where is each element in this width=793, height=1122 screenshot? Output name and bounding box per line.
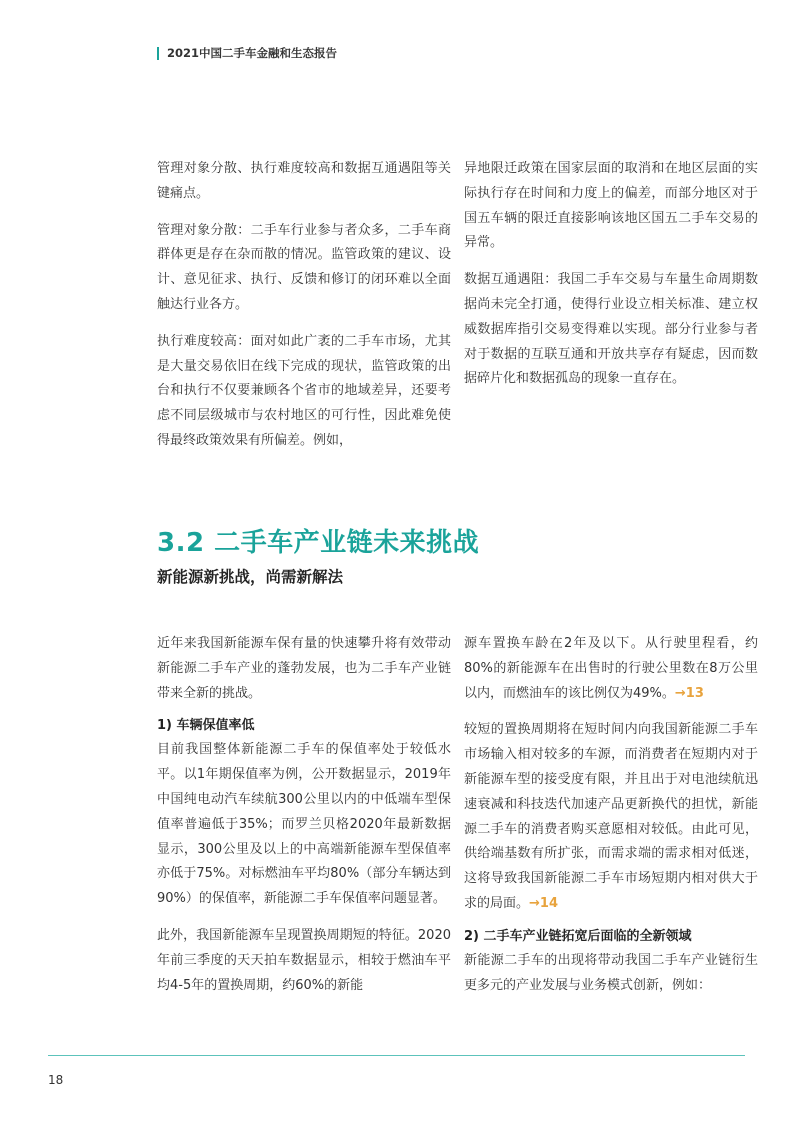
reference-link-14[interactable]: →14 [529,895,558,911]
section-title: 3.2 二手车产业链未来挑战 [157,528,480,558]
paragraph: 管理对象分散、执行难度较高和数据互通遇阻等关键痛点。 [157,161,451,201]
paragraph: 数据互通遇阻：我国二手车交易与车量生命周期数据尚未完全打通，使得行业设立相关标准、建立权威数据库指引交易变得难以实现。部分行业参与者对于数据的互联互通和开放共享存有疑虑，因而数据碎片化和数据孤岛的现象一直存在。 [464,272,758,387]
header-accent-bar [157,47,159,60]
report-header [157,44,337,62]
paragraph: 新能源二手车的出现将带动我国二手车产业链衍生更多元的产业发展与业务模式创新，例如： [464,952,758,993]
intro-paragraph: 近年来我国新能源车保有量的快速攀升将有效带动新能源二手车产业的蓬勃发展，也为二手车产业链带来全新的挑战。 [157,636,451,701]
paragraph: 管理对象分散：二手车行业参与者众多，二手车商群体更是存在杂而散的情况。监管政策的建议、设计、意见征求、执行、反馈和修订的闭环难以全面触达行业各方。 [157,222,451,312]
reference-link-13[interactable]: →13 [674,685,704,701]
paragraph: 此外，我国新能源车呈现置换周期短的特征。2020年前三季度的天天拍车数据显示，相较于燃油车平均4-5年的置换周期，约60%的新能 [157,927,451,993]
page-number: 18 [48,1073,64,1087]
paragraph-text: 较短的置换周期将在短时间内向我国新能源二手车市场输入相对较多的车源，而消费者在短期内对于新能源车型的接受度有限，并且出于对电池续航迅速衰减和科技迭代加速产品更新换代的担忧，新能源二手车的消费者购买意愿相对较低。由此可见，供给端基数有所扩张，而需求端的需求相对低迷，这将导致我国新能源二手车市场短期内相对供大于求的局面。 [464,722,758,911]
footer-divider [48,1055,745,1056]
report-title: 2021中国二手车金融和生态报告 [167,46,338,60]
paragraph-text: 源车置换车龄在2年及以下。从行驶里程看，约80%的新能源车在出售时的行驶公里数在8万公里以内，而燃油车的该比例仅为49%。 [464,636,758,701]
subheading-vehicle-value: 1) 车辆保值率低 [157,718,255,734]
bottom-right-column [464,632,758,1010]
bottom-left-column [157,632,451,1010]
paragraph: 执行难度较高：面对如此广袤的二手车市场，尤其是大量交易依旧在线下完成的现状，监管政策的出台和执行不仅要兼顾各个省市的地域差异，还要考虑不同层级城市与农村地区的可行性，因此难免使得最终政策效果有所偏差。例如， [157,333,451,448]
paragraph: 异地限迁政策在国家层面的取消和在地区层面的实际执行存在时间和力度上的偏差，而部分地区对于国五车辆的限迁直接影响该地区国五二手车交易的异常。 [464,161,758,251]
top-right-column [464,157,758,404]
top-left-column [157,157,451,466]
section-subtitle: 新能源新挑战，尚需新解法 [157,568,344,586]
subheading-new-fields: 2) 二手车产业链拓宽后面临的全新领域 [464,928,692,944]
paragraph: 目前我国整体新能源二手车的保值率处于较低水平。以1年期保值率为例，公开数据显示，2019年中国纯电动汽车续航300公里以内的中低端车型保值率普遍低于35%；而罗兰贝格2020年最新数据显示，300公里及以上的中高端新能源车型保值率亦低于75%。对标燃油车平均80%（部分车辆达到90%）的保值率，新能源二手车保值率问题显著。 [157,742,451,907]
